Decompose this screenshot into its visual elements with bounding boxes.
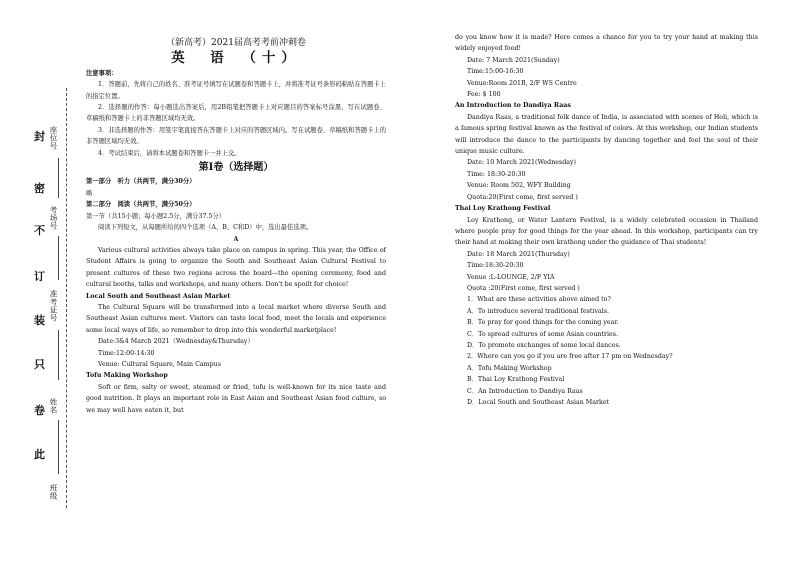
question-option: B．Thai Loy Krathong Festival (467, 376, 565, 384)
name-line (58, 420, 62, 474)
tofu-date: Date: 7 March 2021(Sunday) (467, 56, 560, 64)
binding-margin (0, 0, 75, 562)
reading-instruction: 阅读下列短文，从每题所给的四个选项（A、B、C和D）中，选出最佳选项。 (98, 224, 313, 232)
tofu-venue: Venue:Room 201B, 2/F WS Centre (467, 79, 577, 87)
tofu-body-continued: do you know how it is made? Here comes a chance for you to try your hand at making this widely enjoyed food! (455, 34, 758, 53)
krathong-heading: Thai Loy Krathong Festival (455, 205, 551, 213)
seal-char: 订 (34, 270, 45, 283)
question-option: D．To promote exchanges of some local dances. (467, 341, 621, 349)
dandiya-quota: Quota:20(First come, first served ) (467, 193, 578, 201)
question-option: D．Local South and Southeast Asian Market (467, 399, 610, 406)
part2-heading: 第二部分 阅读（共两节，满分50分） (86, 201, 196, 209)
passage-letter: A (233, 235, 239, 243)
question-stem: 2．Where can you go if you are free after 17 pm on Wednesday? (467, 353, 673, 361)
seat-number-line (58, 158, 62, 198)
question-stem: 1．What are these activities above aimed to? (467, 296, 611, 304)
krathong-date: Date: 18 March 2021(Thursday) (467, 250, 570, 258)
dandiya-body: Dandiya Raas, a traditional folk dance of India, is associated with scenes of Holi, which is a famous spring festival known as the festival of colors. At this workshop, our Indian students will introduce the dance to the participants by dancing together and feel the soul of their unique music culture. (455, 113, 758, 156)
right-column (455, 32, 758, 408)
exam-title: （新高考）2021届高考考前冲刺卷 (166, 38, 306, 48)
binding-dashed-line (66, 88, 67, 508)
dandiya-time: Time: 18:30-20:30 (467, 170, 526, 178)
part1-heading: 第一部分 听力（共两节，满分30分） (86, 178, 196, 186)
tofu-body: Soft or firm, salty or sweet, steamed or fried, tofu is well-known for its nice taste and good nutrition. It plays an important role in East Asian and Southeast Asian food culture, so we may well have eaten it, but (86, 383, 386, 414)
notice-title: 注意事项： (86, 69, 118, 77)
question-option: B．To pray for good things for the coming year. (467, 319, 619, 327)
exam-room-line (58, 236, 62, 280)
tofu-fee: Fee: $ 100 (467, 91, 501, 99)
krathong-venue: Venue :L-LOUNGE, 2/F YIA (467, 273, 555, 281)
passage-intro: Various cultural activities always take place on campus in spring. This year, the Office of Student Affairs is going to organize the South and Southeast Asian Cultural Festival to present cultures of these two regions across the board—the opening ceremony, food and cultural booths, talks and workshops, and many others. Don't be spoilt for choice! (86, 246, 386, 289)
exam-room-label: 考场号 (49, 206, 58, 230)
krathong-time: Time:18:30-20:30 (467, 262, 524, 270)
seal-char: 卷 (34, 404, 45, 417)
class-label: 班级 (49, 484, 58, 500)
notice-item: 3．非选择题的作答：用签字笔直接答在答题卡上对应的答题区域内。写在试题卷、草稿纸和答题卡上的非答题区域均无效。 (86, 126, 386, 146)
seal-char: 此 (34, 448, 45, 461)
section-title: 第Ⅰ卷（选择题） (198, 162, 274, 174)
notice-item: 1．答题前，先将自己的姓名、准考证号填写在试题卷和答题卡上，并将准考证号条形码粘贴在答题卡上的指定位置。 (86, 81, 386, 100)
left-column (86, 0, 386, 416)
market-heading: Local South and Southeast Asian Market (86, 292, 231, 300)
market-date: Date:3&4 March 2021（Wednesday&Thursday） (98, 338, 254, 346)
notice-item: 2．选择题的作答：每小题选出答案后，用2B铅笔把答题卡上对应题目的答案标号涂黑，写在试题卷、草稿纸和答题卡上的非答题区域均无效。 (86, 104, 386, 123)
question-option: C．An Introduction to Dandiya Raas (467, 387, 583, 395)
question-option: C．To spread cultures of some Asian countries. (467, 330, 618, 338)
question-option: A．To introduce several traditional festivals. (467, 307, 610, 315)
market-time: Time:12:00-14:30 (98, 349, 155, 357)
seal-char: 封 (34, 130, 45, 143)
tofu-heading: Tofu Making Workshop (86, 372, 168, 380)
seal-char: 不 (34, 224, 45, 237)
market-venue: Venue: Cultural Square, Main Campus (98, 360, 221, 368)
part1-note: 略 (86, 189, 93, 197)
seal-char: 只 (34, 358, 45, 371)
market-body: The Cultural Square will be transformed into a local market where diverse South and Southeast Asian cultures meet. Visitors can taste local food, meet the locals and experience some local ways of life, so remember to drop into this wonderful marketplace! (86, 303, 386, 334)
seat-number-label: 座位号 (49, 126, 58, 150)
subject-title: 英 语 （十） (171, 50, 301, 67)
krathong-quota: Quota :20(First come, first served ) (467, 284, 580, 292)
dandiya-date: Date: 10 March 2021(Wednesday) (467, 159, 577, 167)
krathong-body: Loy Krathong, or Water Lantern Festival, is a widely celebrated occasion in Thailand where people pray for good things for the year ahead. In this workshop, participants can try their hand at making their own krathong under the guidance of Thai students! (455, 216, 758, 247)
tofu-time: Time:15:00-16:30 (467, 68, 524, 76)
notice-item: 4．考试结束后，请将本试题卷和答题卡一并上交。 (98, 149, 241, 157)
seal-char: 密 (34, 182, 45, 195)
dandiya-venue: Venue: Room 502, WFY Building (467, 182, 571, 190)
question-option: A．Tofu Making Workshop (467, 364, 552, 372)
dandiya-heading: An Introduction to Dandiya Raas (455, 102, 571, 110)
name-label: 姓名 (49, 398, 58, 414)
section-one-heading: 第一节（共15小题；每小题2.5分，满分37.5分） (86, 212, 226, 220)
admission-number-line (58, 330, 62, 380)
seal-char: 装 (34, 314, 45, 327)
admission-number-label: 准考证号 (49, 290, 58, 322)
